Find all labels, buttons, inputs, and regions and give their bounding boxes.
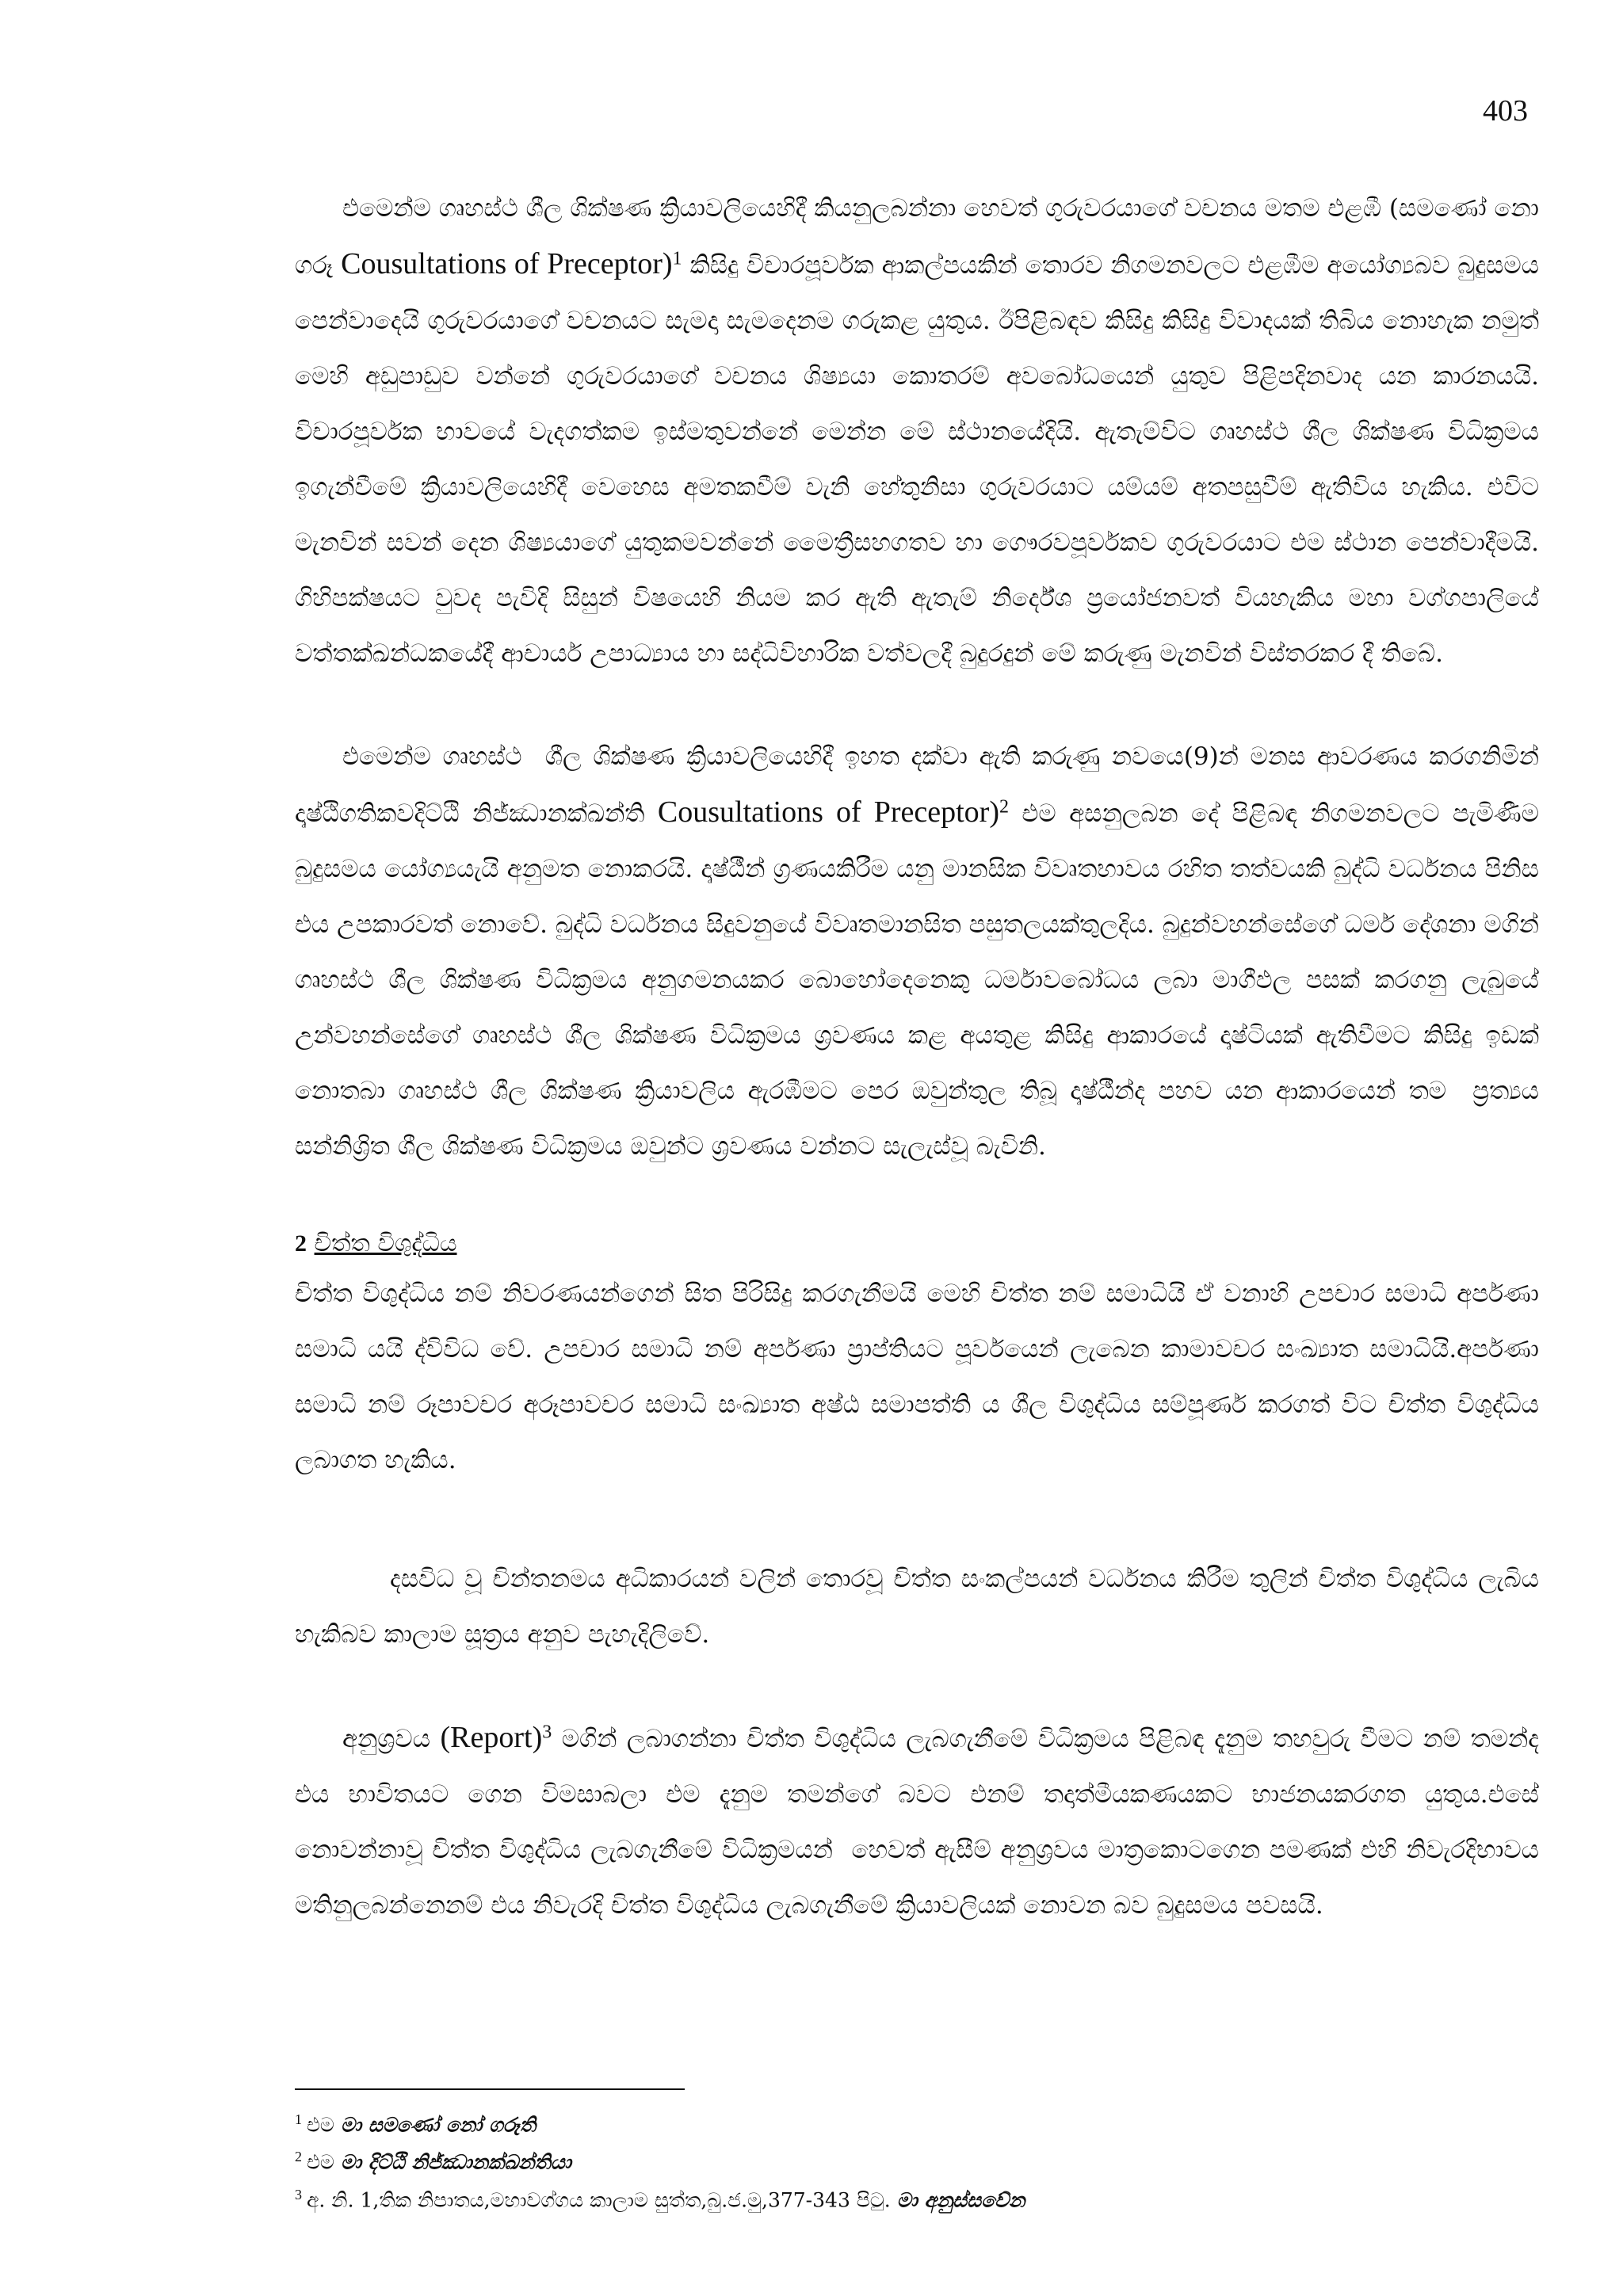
footnote-mark: 1 [295, 2111, 302, 2127]
footnote-2 [295, 2141, 1539, 2178]
footnotes [295, 2103, 1539, 2216]
spacer [295, 1662, 1539, 1710]
footnote-text: එම [307, 2113, 341, 2137]
section-title: චිත්ත විශුද්ධිය [314, 1230, 457, 1257]
page-number: 403 [1483, 94, 1528, 128]
footnote-mark: 2 [295, 2149, 302, 2165]
paragraph-2-latin-term: Cousultations of Preceptor) [657, 795, 999, 829]
footnote-emphasis: මා අනුස්සවේන [896, 2187, 1025, 2211]
paragraph-5-text-b: මගින් ලබාගන්නා චිත්ත විශුද්ධිය ලැබගැනීමේ විධික්‍රමය පිළිබඳ දැනුම තහවුරු වීමට නම් තමන්ද එය භාවිතයට ගෙන විමසාබලා එම දැනුම තමන්ගේ බවට එනම් තදාත්මීයකණයකට භාජනයකරගත යුතුය.එසේ නොවන්නාවූ චිත්ත විශුද්ධිය ලැබගැනීමේ විධික්‍රමයන් හෙවත් ඇසීම් අනුශ්‍රවය මාත්‍රකොටගෙන පමණක් එහි නිවැරදිභාවය මතිනුලබන්නෙනම් එය නිවැරදි චිත්ත විශුද්ධිය ලැබගැනීමේ ක්‍රියාවලියක් නොවන බව බුදුසමය පවසයි. [295, 1725, 1547, 1920]
footnote-divider [295, 2088, 685, 2090]
paragraph-5 [295, 1710, 1547, 1933]
spacer [295, 681, 1539, 729]
paragraph-1-latin-term: Cousultations of Preceptor) [341, 247, 673, 280]
paragraph-5-latin-term: (Report) [440, 1721, 543, 1754]
paragraph-2-text-a: එමෙන්ම ගෘහස්ථ ශීල ශික්ෂණ ක්‍රියාවලියෙහිදී ඉහත දක්වා ඇති කරුණු නවයෙ(9)න් මනස ආවරණය කරගනිමින් දෘෂ්ඨිගතිකවදිට්ඨි නිජ්ඣානක්ඛන්ති [295, 742, 1547, 828]
paragraph-2 [295, 729, 1547, 1174]
footnote-mark: 3 [295, 2186, 302, 2203]
section-heading [295, 1222, 1539, 1266]
section-number: 2 [295, 1230, 307, 1257]
paragraph-1 [295, 181, 1547, 681]
footnote-emphasis: මා සමණෝ නෝ ගරූති [340, 2113, 537, 2137]
footnote-ref-3[interactable]: 3 [542, 1722, 552, 1743]
spacer [295, 1174, 1539, 1222]
footnote-text: එම [307, 2150, 341, 2174]
footnote-emphasis: මා දිට්ඨි නිජ්ඣානක්ඛන්තියා [340, 2150, 571, 2174]
paragraph-3: චිත්ත විශුද්ධිය නම් නිවරණයන්ගෙන් සිත පිරිසිදු කරගැනීමයි මෙහි චිත්ත නම් සමාධියි ඒ වනාහි උපචාර සමාධි අර්පණා සමාධි යයි ද්විවිධ වේ. උපචාර සමාධි නම් අර්පණා ප්‍රාප්තියට පූර්වයෙන් ලැබෙන කාමාවචර සංඛ්‍යාත සමාධියි.අර්පණා සමාධි නම් රූපාවචර අරූපාවචර සමාධි සංඛ්‍යාත අෂ්ඨ සමාපත්ති ය ශීල විශුද්ධිය සම්පූර්ණ කරගත් විට චිත්ත විශුද්ධිය ලබාගත හැකිය. [295, 1280, 1547, 1474]
spacer [295, 1488, 1539, 1551]
paragraph-1-text-a: එමෙන්ම ගෘහස්ථ ශීල ශික්ෂණ ක්‍රියාවලියෙහිදී කියනුලබන්නා හෙවත් ගුරුවරයාගේ වචනය මතම එළඹී (සමණෝ නො ගරූ [295, 194, 1547, 280]
footnote-1 [295, 2103, 1539, 2141]
page-body [295, 181, 1547, 1933]
footnote-ref-2[interactable]: 2 [999, 796, 1009, 818]
footnote-ref-1[interactable]: 1 [672, 248, 682, 269]
footnote-text: අ. නි. 1,තික නිපාතය,මහාවග්ගය කාලාම සුත්ත,බු.ජ.මු,377-343 පිටු. [307, 2187, 897, 2211]
paragraph-5-text-a: අනුශ්‍රවය [342, 1725, 441, 1753]
footnote-3 [295, 2179, 1539, 2216]
paragraph-2-text-b: එම අසනුලබන දේ පිළිබඳ නිගමනවලට පැමිණීම බුදුසමය යෝග්‍යයැයි අනුමත නොකරයි. දෘෂ්ඨීන් ග්‍රණයකිරීම යනු මානසික විවෘතභාවය රහිත තත්වයකි බුද්ධි වර්ධනය පිනිස එය උපකාරවත් නොවේ. බුද්ධි වර්ධනය සිදුවනුයේ විවෘතමානසිත පසුතලයක්තුලදිය. බුදුන්වහන්සේගේ ධර්ම දේශනා මගින් ගෘහස්ථ ශීල ශික්ෂණ විධික්‍රමය අනුගමනයකර බොහෝදෙනෙකු ධර්මාවබෝධය ලබා මාගීඵල පසක් කරගනු ලැබුයේ උන්වහන්සේගේ ගෘහස්ථ ශීල ශික්ෂණ විධික්‍රමය ශ්‍රවණය කළ අයතුළ කිසිදු ආකාරයේ දෘෂ්ටියක් ඇතිවීමට කිසිදු ඉඩක් නොතබා ගෘහස්ථ ශීල ශික්ෂණ ක්‍රියාවලිය ඇරඹීමට පෙර ඔවුන්තුල තිබූ දෘෂ්ඨීන්ද පහව යන ආකාරයෙන් තම ප්‍රත්‍යය සන්නිශ්‍රිත ශීල ශික්ෂණ විධික්‍රමය ඔවුන්ට ශ්‍රවණය වන්නට සැලැස්වූ බැවිනි. [295, 799, 1547, 1161]
paragraph-4: දසවිධ වූ චින්තනමය අධිකාරයන් වලින් තොරවූ චිත්ත සංකල්පයන් වර්ධනය කිරීම තුලින් චිත්ත විශුද්ධිය ලැබිය හැකිබව කාලාම සූත්‍රය අනුව පැහැදිලිවේ. [295, 1565, 1547, 1649]
paragraph-1-text-b: කිසිදු විචාරපූර්වක ආකල්පයකින් තොරව නිගමනවලට එළඹීම අයෝග්‍යබව බුදුසමය පෙන්වාදෙයි ගුරුවරයාගේ වචනයට සැමදා සැමදෙනම ගරුකළ යුතුය. ඊපිළිබඳව කිසිදු කිසිදු විවාදයක් තිබිය නොහැක නමුත් මෙහි අඩුපාඩුව වන්නේ ගුරුවරයාගේ වචනය ශිෂ්‍යයා කොතරම් අවබෝධයෙන් යුතුව පිළිපදිනවාද යන කාරනයයි. විචාරපූර්වක භාවයේ වැදගත්කම ඉස්මතුවන්නේ මෙන්න මේ ස්ථානයේදියි. ඇතැම්විට ගෘහස්ථ ශීල ශික්ෂණ විධික්‍රමය ඉගැන්වීමේ ක්‍රියාවලියෙහිදී වෙහෙස අමතකවීම් වැනි හේතුනිසා ගුරුවරයාට යම්යම් අතපසුවීම් ඇතිවිය හැකිය. එවිට මැනවින් සවන් දෙන ශිෂ්‍යයාගේ යුතුකමවන්නේ මෛත්‍රීසහගතව හා ගෞරවපූර්වකව ගුරුවරයාට එම ස්ථාන පෙන්වාදීමයි. ගිහිපක්ෂයට වුවද පැවිදි සිසුන් විෂයෙහි නියම කර ඇති ඇතැම් නිර්දේශ ප්‍රයෝජනවත් වියහැකිය මහා වග්ගපාලියේ වත්තක්ඛන්ධකයේදී ආචාර්ය උපාධ්‍යාය හා සද්ධිවිහාරික වත්වලදී බුදුරදුන් මේ කරුණු මැනවින් විස්තරකර දී තිබේ. [295, 251, 1547, 668]
